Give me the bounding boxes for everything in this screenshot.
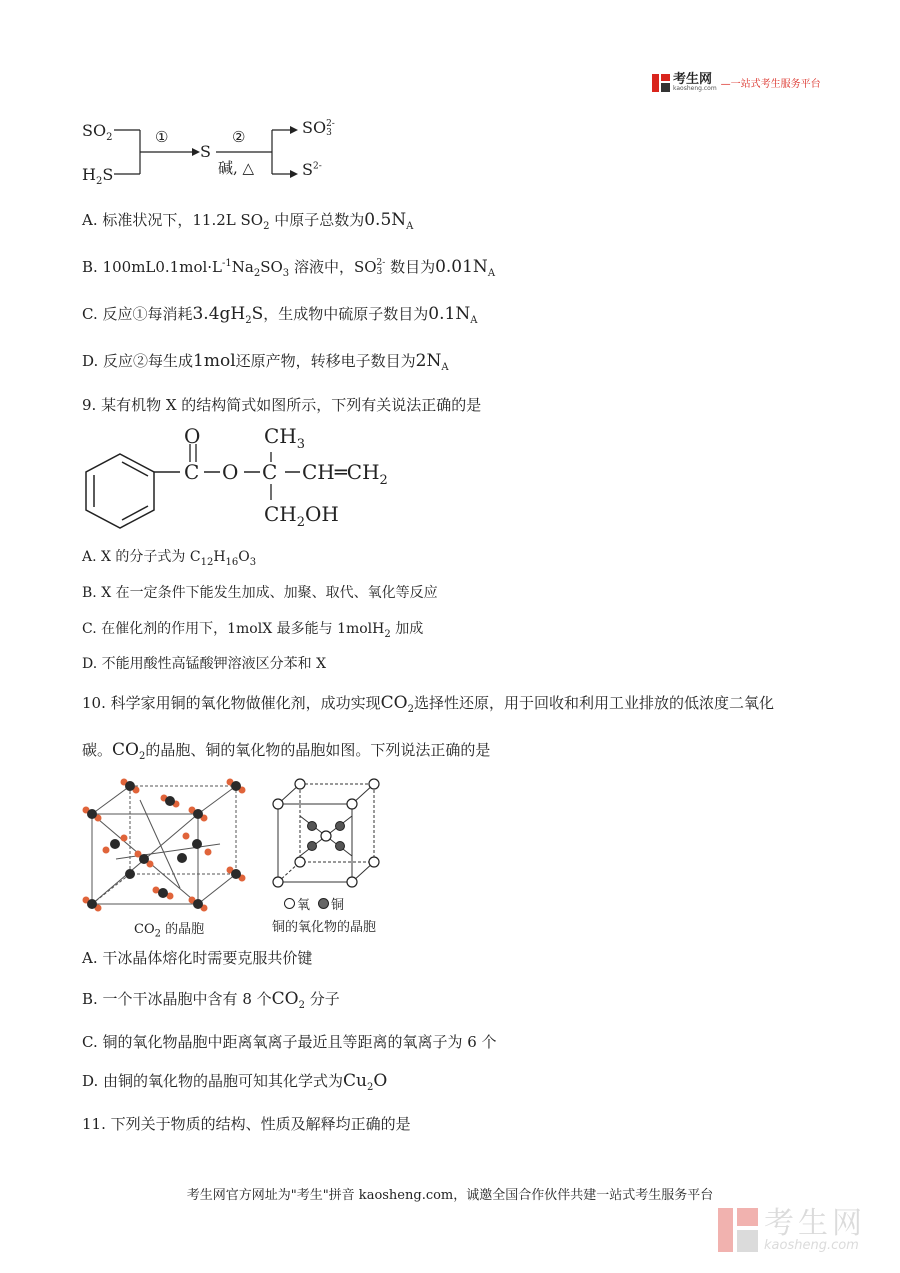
header-slogan: —一站式考生服务平台 xyxy=(720,79,821,90)
header-brand: 考生网 xyxy=(673,72,713,87)
q10-option-a: A. 干冰晶体熔化时需要克服共价键 xyxy=(82,949,313,967)
scheme-sulfur: S xyxy=(200,142,211,161)
q11-stem: 11. 下列关于物质的结构、性质及解释均正确的是 xyxy=(82,1115,411,1133)
q8-option-c: C. 反应①每消耗$3.4gH_2S$，生成物中硫原子数目为$0.1N_A$ xyxy=(82,304,478,326)
struct-vinyl: $CH═CH_2$ xyxy=(302,460,388,488)
struct-c1: C xyxy=(184,460,200,484)
co2-cell-caption: $CO_2$ 的晶胞 xyxy=(134,922,205,940)
struct-o-top: O xyxy=(184,424,201,448)
oxygen-legend-icon xyxy=(284,898,295,909)
scheme-condition: 碱, △ xyxy=(218,159,255,177)
q10-option-d: D. 由铜的氧化物的晶胞可知其化学式为$Cu_2O$ xyxy=(82,1071,388,1093)
struct-ch2oh: $CH_2OH$ xyxy=(264,502,339,530)
scheme-reactant-h2s: $H_2S$ xyxy=(82,165,114,188)
copper-legend-icon xyxy=(318,898,329,909)
q9-option-b: B. X 在一定条件下能发生加成、加聚、取代、氧化等反应 xyxy=(82,585,438,601)
q10-stem-line1: 10. 科学家用铜的氧化物做催化剂，成功实现$CO_2$选择性还原，用于回收和利用工业排放的低浓度二氧化 xyxy=(82,693,774,715)
q8-option-a: A. 标准状况下，11.2L $SO_2$ 中原子总数为$0.5N_A$ xyxy=(82,210,414,232)
scheme-product-so3: SO 2- 3 xyxy=(302,118,335,138)
scheme-step2: ② xyxy=(232,128,246,146)
watermark-brand: 考生网 xyxy=(764,1205,866,1241)
q9-option-d: D. 不能用酸性高锰酸钾溶液区分苯和 X xyxy=(82,656,327,672)
scheme-arrows xyxy=(112,120,312,185)
scheme-step1: ① xyxy=(155,128,169,146)
q9-option-c: C. 在催化剂的作用下，1molX 最多能与 1molH$_2$ 加成 xyxy=(82,621,424,640)
q8-option-b: B. $100mL0.1mol\cdot L^{-1}Na_2SO_3$ 溶液中，SO 2- 3 数目为$0.01N_A$ xyxy=(82,257,496,279)
struct-o-link: O xyxy=(222,460,239,484)
q10-option-b: B. 一个干冰晶胞中含有 8 个$CO_2$ 分子 xyxy=(82,989,340,1011)
q10-option-c: C. 铜的氧化物晶胞中距离氧离子最近且等距离的氧离子为 6 个 xyxy=(82,1033,497,1051)
copper-oxide-caption: 铜的氧化物的晶胞 xyxy=(272,920,377,935)
struct-c2: C xyxy=(262,460,278,484)
footer-text: 考生网官方网址为"考生"拼音 kaosheng.com，诚邀全国合作伙伴共建一站式考生服务平台 xyxy=(186,1188,714,1203)
header-logo xyxy=(652,73,821,92)
kaosheng-logo-icon xyxy=(652,74,670,92)
q8-option-d: D. 反应②每生成1mol还原产物，转移电子数目为$2N_A$ xyxy=(82,351,449,373)
watermark xyxy=(718,1205,866,1253)
q10-stem-line2: 碳。$CO_2$的晶胞、铜的氧化物的晶胞如图。下列说法正确的是 xyxy=(82,740,491,762)
watermark-domain: kaosheng.com xyxy=(764,1237,859,1253)
scheme-product-s2: $S^{2-}$ xyxy=(302,160,322,179)
co2-unit-cell-figure xyxy=(80,774,255,919)
benzene-ring-structure xyxy=(80,440,410,540)
copper-oxide-legend: 氧 铜 xyxy=(284,894,344,913)
q9-option-a: A. X 的分子式为 $C_{12}H_{16}O_3$ xyxy=(82,549,257,568)
q9-stem: 9. 某有机物 X 的结构简式如图所示，下列有关说法正确的是 xyxy=(82,396,482,414)
watermark-logo-icon xyxy=(718,1208,758,1252)
header-domain: kaosheng.com xyxy=(673,85,717,92)
copper-oxide-unit-cell-figure xyxy=(270,776,385,891)
scheme-reactant-so2: $SO_2$ xyxy=(82,121,113,144)
struct-ch3: $CH_3$ xyxy=(264,424,306,452)
